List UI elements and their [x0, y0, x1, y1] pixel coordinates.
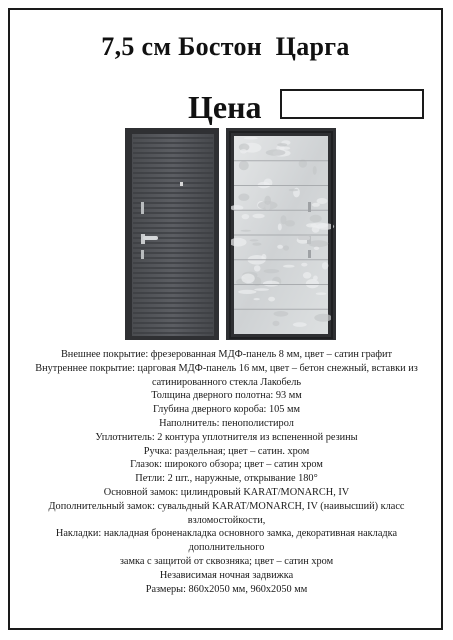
night-latch-icon [308, 202, 311, 212]
spec-line: Независимая ночная задвижка [159, 569, 294, 581]
spec-line: Уплотнитель: 2 контура уплотнителя из вспененной резины [95, 431, 358, 443]
spec-line: Внешнее покрытие: фрезерованная МДФ-панель 8 мм, цвет – сатин графит [60, 349, 393, 360]
price-label: Цена [188, 89, 262, 125]
lock-cylinder-icon [141, 202, 144, 214]
inner-lock-icon [308, 250, 311, 258]
spec-line: Ручка: раздельная; цвет – сатин. хром [143, 445, 310, 457]
spec-line: сатинированного стекла Лакобель [151, 376, 302, 388]
inner-door-panel [226, 128, 336, 340]
page-title: 7,5 см Бостон Царга [101, 32, 350, 61]
spec-line: Размеры: 860х2050 мм, 960х2050 мм [145, 583, 308, 595]
spec-line: Накладки: накладная броненакладка основного замка, декоративная накладка [55, 528, 398, 540]
specifications-list [10, 348, 443, 596]
outer-door-panel [125, 128, 219, 340]
price-box [280, 89, 424, 119]
spec-line: Толщина дверного полотна: 93 мм [151, 390, 302, 402]
spec-line: взломостойкости, [187, 514, 266, 526]
spec-line: Глубина дверного короба: 105 мм [152, 404, 301, 416]
price-row [10, 86, 441, 128]
spec-line: Петли: 2 шт., наружные, открывание 180° [135, 473, 318, 485]
spec-line: Внутреннее покрытие: царговая МДФ-панель 16 мм, цвет – бетон снежный, вставки из [35, 362, 418, 374]
spec-line: Наполнитель: пенополистирол [159, 417, 294, 429]
spec-line: Дополнительный замок: сувальдный KARAT/MONARCH, IV (наивысший) класс [48, 500, 405, 512]
spec-line: дополнительного [188, 542, 265, 554]
spec-line: Основной замок: цилиндровый KARAT/MONARCH, IV [103, 486, 350, 498]
door-image [124, 126, 336, 342]
spec-line: Глазок: широкого обзора; цвет – сатин хром [130, 459, 323, 471]
spec-line: замка с защитой от сквозняка; цвет – сатин хром [119, 555, 334, 567]
lower-lock-icon [141, 250, 144, 259]
peephole-icon [180, 182, 183, 186]
